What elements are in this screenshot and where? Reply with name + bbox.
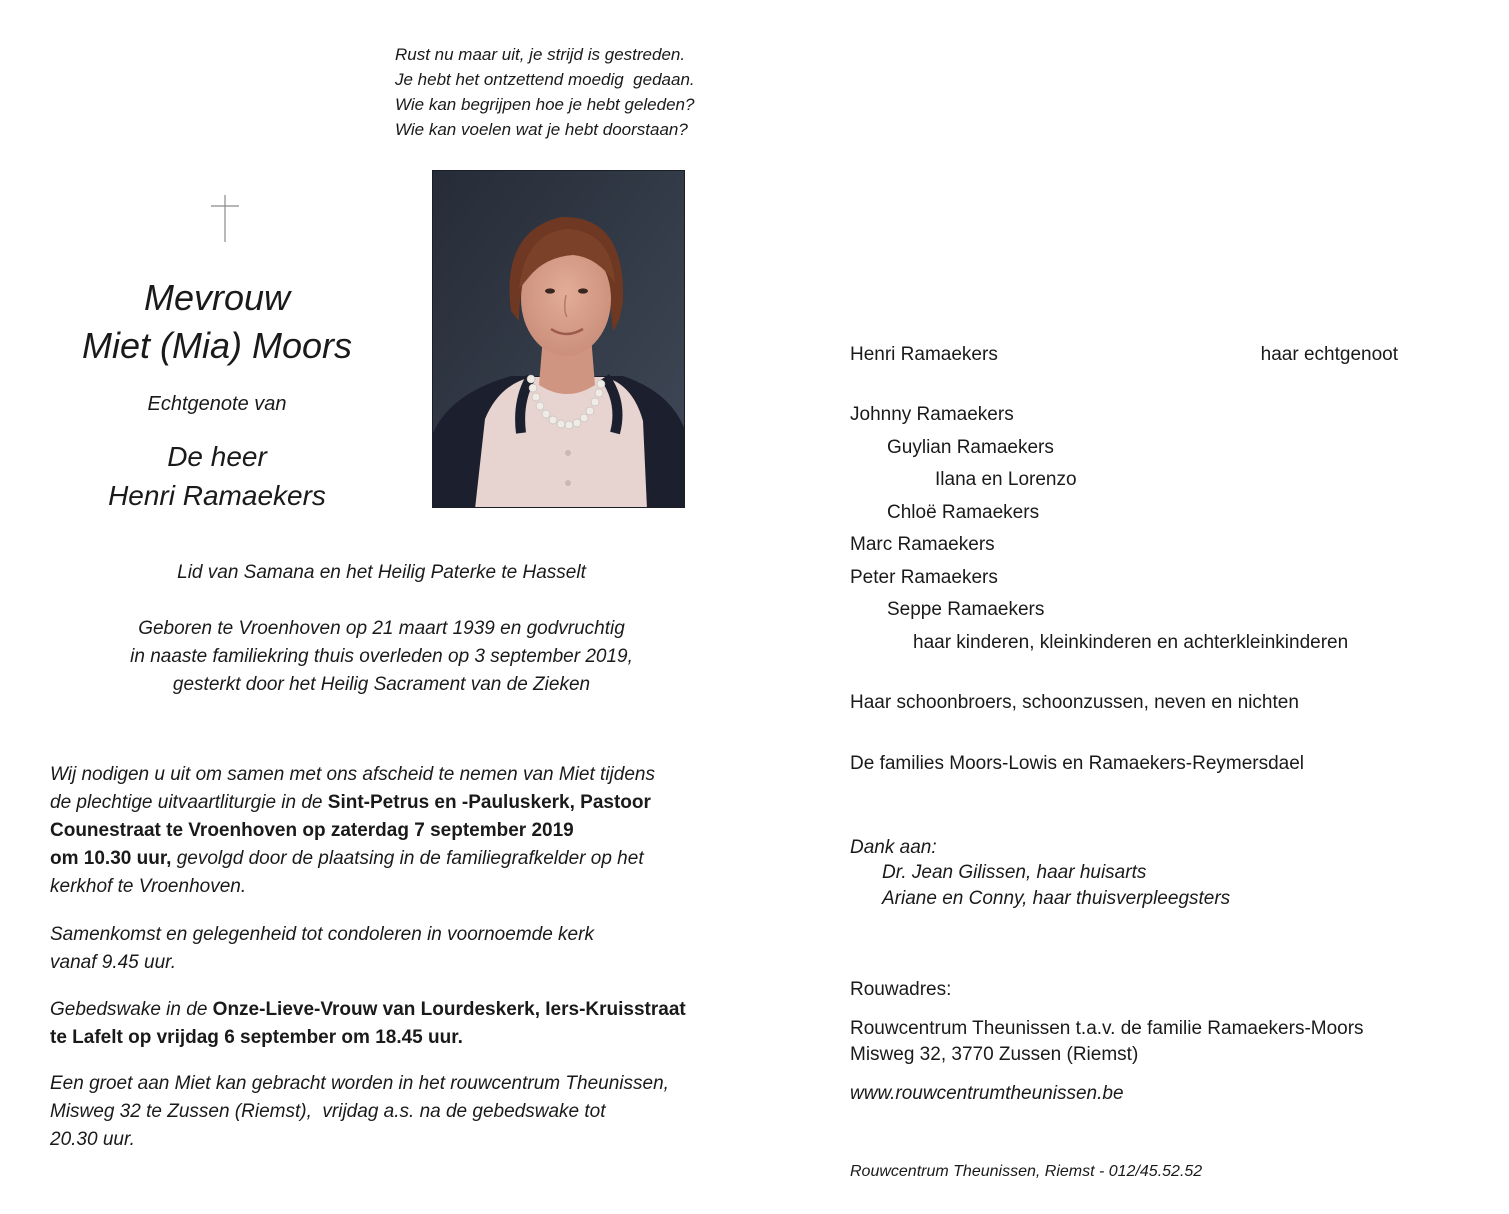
invitation-line [50,817,574,845]
invitation-text: kerkhof te Vroenhoven. [50,876,247,897]
church-name: Sint-Petrus en -Pauluskerk, Pastoor [327,792,651,813]
birth-death-line: in naaste familiekring thuis overleden op 3 september 2019, [130,646,633,667]
family-member: Johnny Ramaekers [850,404,1014,425]
thanks-item: Dr. Jean Gilissen, haar huisarts [882,862,1147,883]
service-time: om 10.30 uur, [50,848,172,869]
invitation-text: gevolgd door de plaatsing in de familiegrafkelder op het [171,848,644,869]
family-member: Guylian Ramaekers [887,437,1054,458]
website-text: www.rouwcentrumtheunissen.be [850,1083,1124,1104]
vigil-line [50,996,686,1024]
gathering-line: vanaf 9.45 uur. [50,952,177,973]
thanks-item: Ariane en Conny, haar thuisverpleegsters [882,888,1231,909]
family-member: Ilana en Lorenzo [935,469,1077,490]
poem-line: Je hebt het ontzettend moedig gedaan. [395,70,695,89]
birth-death-line: Geboren te Vroenhoven op 21 maart 1939 en godvruchtig [138,618,625,639]
family-member: Seppe Ramaekers [887,599,1045,620]
vigil-church: Onze-Lieve-Vrouw van Lourdeskerk, Iers-Kruisstraat [212,999,686,1020]
spouse-entry: Henri Ramaekers [850,344,998,365]
vigil-intro: Gebedswake in de [50,999,213,1020]
thanks-heading: Dank aan: [850,837,937,858]
membership-text: Lid van Samana en het Heilig Paterke te Hasselt [177,562,586,583]
spouse-name: Henri Ramaekers [108,480,326,511]
birth-death-line: gesterkt door het Heilig Sacrament van de Zieken [172,674,591,695]
invitation-text: de plechtige uitvaartliturgie in de [50,792,328,813]
spouse-title: De heer [167,441,267,472]
invitation-line [50,789,651,817]
greeting-line: Misweg 32 te Zussen (Riemst), vrijdag a.s. na de gebedswake tot [50,1101,606,1122]
church-location-date: Counestraat te Vroenhoven op zaterdag 7 september 2019 [50,820,574,841]
gathering-line: Samenkomst en gelegenheid tot condoleren in voornoemde kerk [50,924,594,945]
family-member: Marc Ramaekers [850,534,995,555]
invitation-text: Wij nodigen u uit om samen met ons afscheid te nemen van Miet tijdens [50,764,655,785]
spouse-role: haar echtgenoot [1260,344,1398,365]
greeting-line: Een groet aan Miet kan gebracht worden in het rouwcentrum Theunissen, [50,1073,669,1094]
portrait-photo [432,170,685,508]
footer-credit: Rouwcentrum Theunissen, Riemst - 012/45.52.52 [850,1163,1203,1180]
address-line: Rouwcentrum Theunissen t.a.v. de familie Ramaekers-Moors [850,1018,1364,1039]
deceased-name: Miet (Mia) Moors [81,325,353,366]
family-member: Peter Ramaekers [850,567,998,588]
families-entry: De families Moors-Lowis en Ramaekers-Reymersdael [850,753,1305,774]
address-line: Misweg 32, 3770 Zussen (Riemst) [850,1044,1139,1065]
poem-line: Wie kan begrijpen hoe je hebt geleden? [395,95,695,114]
invitation-line [50,873,246,901]
deceased-title: Mevrouw [143,277,291,318]
invitation-line [50,761,655,789]
vigil-date: te Lafelt op vrijdag 6 september om 18.45 uur. [50,1027,463,1048]
invitation-line [50,845,644,873]
greeting-line: 20.30 uur. [50,1129,135,1150]
in-laws-entry: Haar schoonbroers, schoonzussen, neven en nichten [850,692,1299,713]
family-member: Chloë Ramaekers [887,502,1040,523]
descendants-role: haar kinderen, kleinkinderen en achterkleinkinderen [913,632,1349,653]
relation-label: Echtgenote van [147,393,287,415]
poem-line: Rust nu maar uit, je strijd is gestreden. [395,45,686,64]
vigil-line [50,1024,463,1052]
poem-line: Wie kan voelen wat je hebt doorstaan? [395,120,688,139]
address-heading: Rouwadres: [850,979,952,1000]
cross-icon [205,190,245,248]
